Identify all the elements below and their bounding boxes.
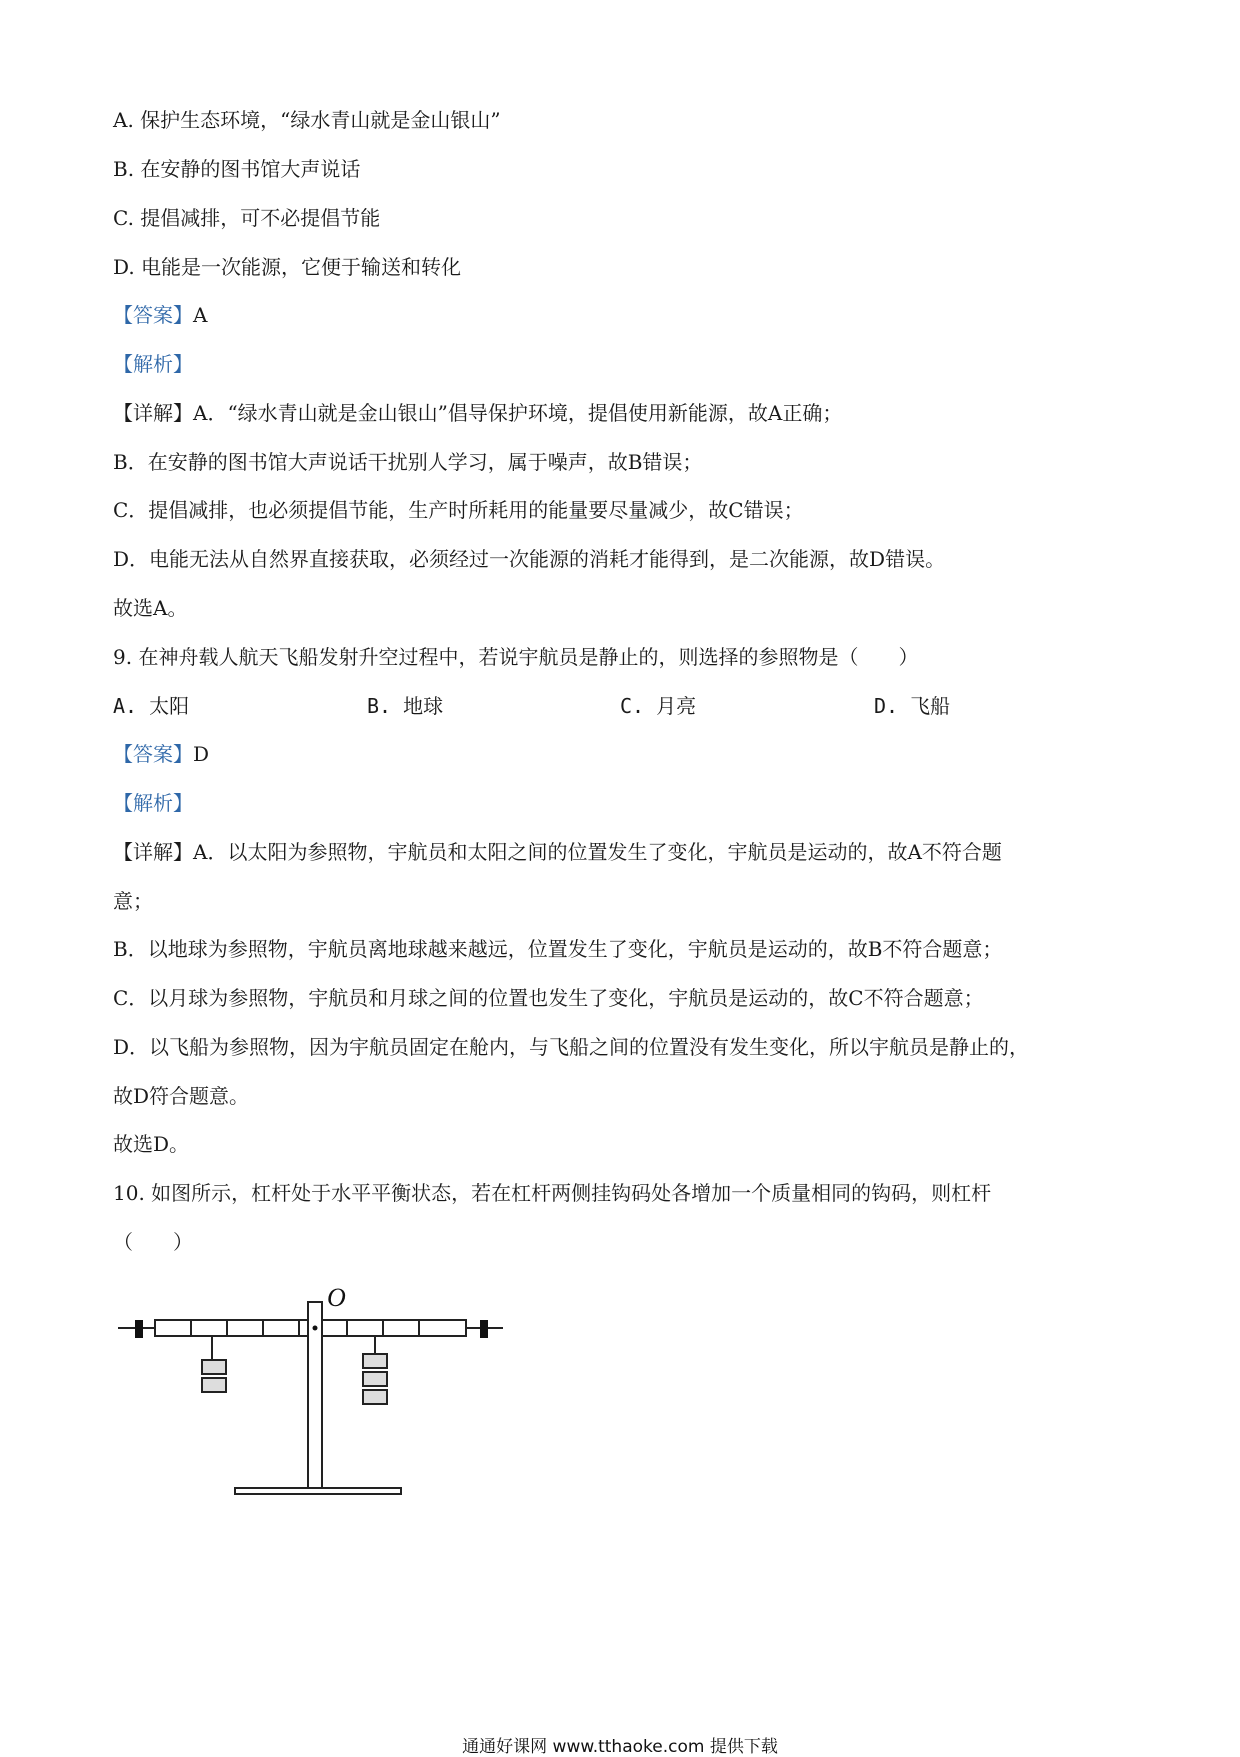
prev-detail-a bbox=[113, 400, 842, 426]
q9-option-d: D. 飞船 bbox=[874, 694, 951, 718]
q9-detail-d: D．以飞船为参照物，因为宇航员固定在舱内，与飞船之间的位置没有发生变化，所以宇航员是静止的， bbox=[113, 1035, 1030, 1059]
detail-tag: 【详解】 bbox=[113, 840, 193, 864]
lever-base bbox=[235, 1488, 401, 1494]
hook-weight bbox=[363, 1372, 387, 1386]
prev-option-b: B. 在安静的图书馆大声说话 bbox=[113, 157, 361, 181]
footer-credit: 通通好课网 www.tthaoke.com 提供下载 bbox=[462, 1737, 778, 1757]
q9-option-c: C. 月亮 bbox=[620, 694, 697, 718]
pivot-dot bbox=[313, 1326, 318, 1331]
q9-stem: 9. 在神舟载人航天飞船发射升空过程中，若说宇航员是静止的，则选择的参照物是（ ） bbox=[113, 645, 919, 669]
right-end-stop bbox=[480, 1320, 488, 1338]
pivot-label: O bbox=[327, 1283, 346, 1312]
prev-analysis-tag: 【解析】 bbox=[113, 352, 193, 376]
prev-detail-d: D．电能无法从自然界直接获取，必须经过一次能源的消耗才能得到，是二次能源，故D错误。 bbox=[113, 547, 946, 571]
detail-text: A．以太阳为参照物，宇航员和太阳之间的位置发生了变化，宇航员是运动的，故A不符合题 bbox=[193, 840, 1002, 864]
detail-tag: 【详解】 bbox=[113, 401, 193, 425]
answer-value: A bbox=[193, 303, 208, 327]
answer-value: D bbox=[193, 742, 210, 766]
q9-detail-c: C．以月球为参照物，宇航员和月球之间的位置也发生了变化，宇航员是运动的，故C不符合题意； bbox=[113, 986, 984, 1010]
lever-diagram bbox=[115, 1278, 505, 1500]
q9-detail-d-cont: 故D符合题意。 bbox=[113, 1084, 250, 1108]
prev-option-a: A. 保护生态环境，“绿水青山就是金山银山” bbox=[113, 108, 501, 132]
prev-detail-c: C．提倡减排，也必须提倡节能，生产时所耗用的能量要尽量减少，故C错误； bbox=[113, 498, 804, 522]
q9-detail-b: B．以地球为参照物，宇航员离地球越来越远，位置发生了变化，宇航员是运动的，故B不符合题意； bbox=[113, 937, 1003, 961]
q9-answer bbox=[113, 741, 209, 767]
prev-option-c: C. 提倡减排，可不必提倡节能 bbox=[113, 206, 381, 230]
prev-answer bbox=[113, 302, 207, 328]
q9-analysis-tag: 【解析】 bbox=[113, 791, 193, 815]
detail-text: A．“绿水青山就是金山银山”倡导保护环境，提倡使用新能源，故A正确； bbox=[193, 401, 843, 425]
q9-conclusion: 故选D。 bbox=[113, 1132, 190, 1156]
hook-weight bbox=[202, 1360, 226, 1374]
prev-conclusion: 故选A。 bbox=[113, 596, 188, 620]
q9-detail-a bbox=[113, 839, 1002, 865]
hook-weight bbox=[202, 1378, 226, 1392]
prev-option-d: D. 电能是一次能源，它便于输送和转化 bbox=[113, 255, 462, 279]
q10-stem: 10. 如图所示，杠杆处于水平平衡状态，若在杠杆两侧挂钩码处各增加一个质量相同的钩码，则杠杆 bbox=[113, 1181, 992, 1205]
q9-detail-a-cont: 意； bbox=[113, 889, 153, 913]
answer-tag: 【答案】 bbox=[113, 742, 193, 766]
prev-detail-b: B．在安静的图书馆大声说话干扰别人学习，属于噪声，故B错误； bbox=[113, 450, 703, 474]
q9-option-a: A. 太阳 bbox=[113, 694, 190, 718]
hook-weight bbox=[363, 1390, 387, 1404]
answer-tag: 【答案】 bbox=[113, 303, 193, 327]
left-end-stop bbox=[135, 1320, 143, 1338]
q9-option-b: B. 地球 bbox=[367, 694, 444, 718]
hook-weight bbox=[363, 1354, 387, 1368]
q10-stem-brackets: （ ） bbox=[113, 1230, 193, 1254]
